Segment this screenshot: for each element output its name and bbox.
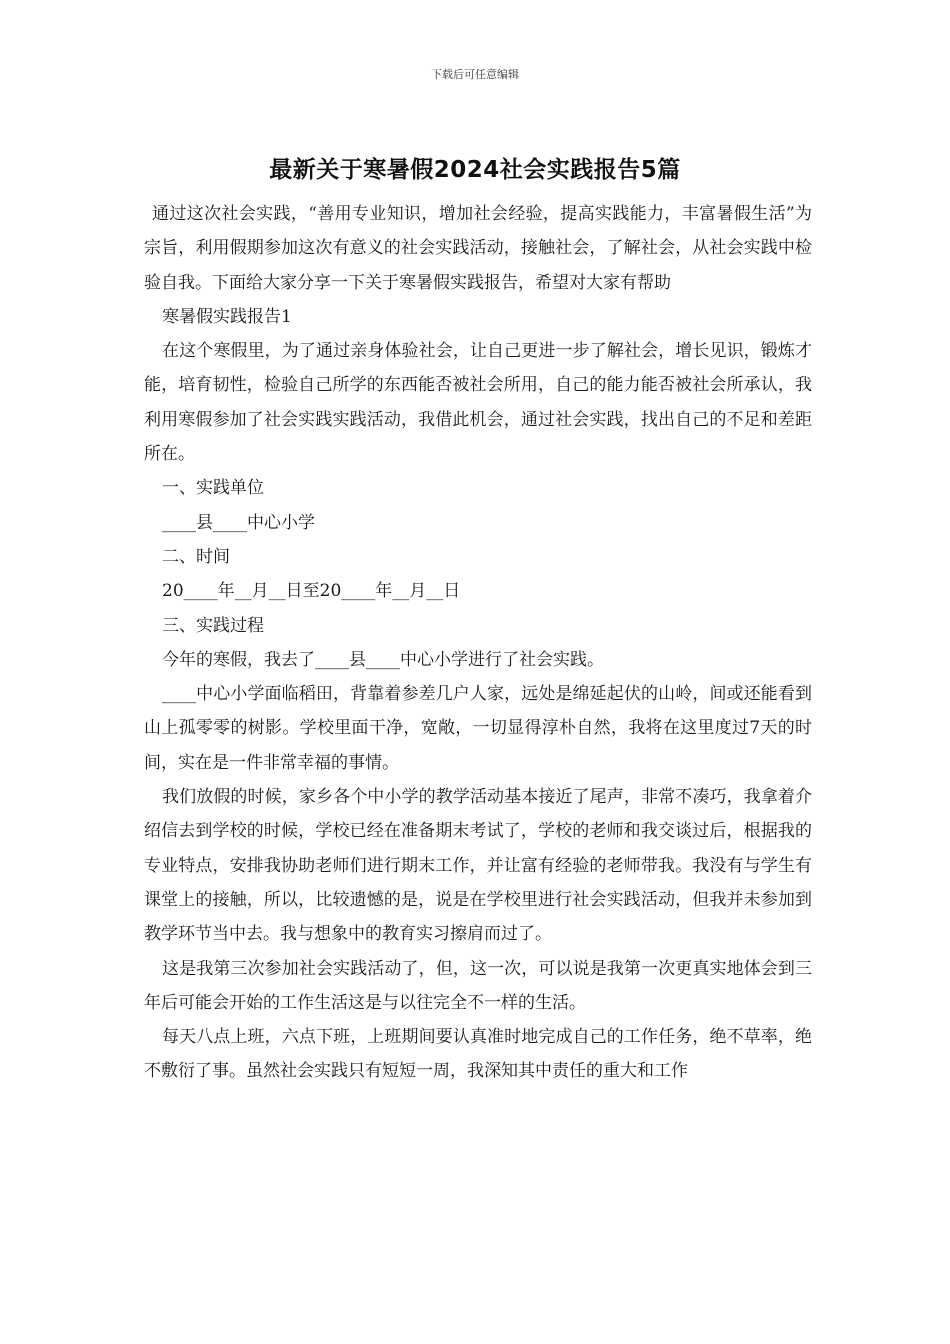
body-paragraph: 每天八点上班，六点下班，上班期间要认真准时地完成自己的工作任务，绝不草率，绝不敷衍了事。虽然社会实践只有短短一周，我深知其中责任的重大和工作 <box>144 1027 812 1082</box>
section-heading-time: 二、时间 <box>162 546 230 567</box>
intro-paragraph: 通过这次社会实践，“善用专业知识，增加社会经验，提高实践能力，丰富暑假生活”为宗旨，利用假期参加这次有意义的社会实践活动，接触社会，了解社会，从社会实践中检验自我。下面给大家分享一下关于寒暑假实践报告，希望对大家有帮助 <box>144 204 812 293</box>
document-body <box>144 197 812 1089</box>
section-heading-process: 三、实践过程 <box>162 615 264 636</box>
header-note: 下载后可任意编辑 <box>431 68 519 81</box>
section-heading-report-1: 寒暑假实践报告1 <box>162 306 292 327</box>
body-paragraph: ____中心小学面临稻田，背靠着参差几户人家，远处是绵延起伏的山岭，间或还能看到山上孤零零的树影。学校里面干净，宽敞，一切显得淳朴自然，我将在这里度过7天的时间，实在是一件非常幸福的事情。 <box>144 684 812 773</box>
body-paragraph: 这是我第三次参加社会实践活动了，但，这一次，可以说是我第一次更真实地体会到三年后可能会开始的工作生活这是与以往完全不一样的生活。 <box>144 958 812 1013</box>
body-paragraph: 今年的寒假，我去了____县____中心小学进行了社会实践。 <box>162 649 604 670</box>
section-heading-unit: 一、实践单位 <box>162 478 264 499</box>
body-paragraph: ____县____中心小学 <box>162 512 315 533</box>
body-paragraph: 在这个寒假里，为了通过亲身体验社会，让自己更进一步了解社会，增长见识，锻炼才能，培育韧性，检验自己所学的东西能否被社会所用，自己的能力能否被社会所承认，我利用寒假参加了社会实践实践活动，我借此机会，通过社会实践，找出自己的不足和差距所在。 <box>144 341 812 465</box>
body-paragraph: 我们放假的时候，家乡各个中小学的教学活动基本接近了尾声，非常不凑巧，我拿着介绍信去到学校的时候，学校已经在准备期末考试了，学校的老师和我交谈过后，根据我的专业特点，安排我协助老师们进行期末工作，并让富有经验的老师带我。我没有与学生有课堂上的接触，所以，比较遗憾的是，说是在学校里进行社会实践活动，但我并未参加到教学环节当中去。我与想象中的教育实习擦肩而过了。 <box>144 787 812 945</box>
document-title: 最新关于寒暑假2024社会实践报告5篇 <box>269 157 681 183</box>
body-paragraph: 20____年__月__日至20____年__月__日 <box>162 581 461 602</box>
